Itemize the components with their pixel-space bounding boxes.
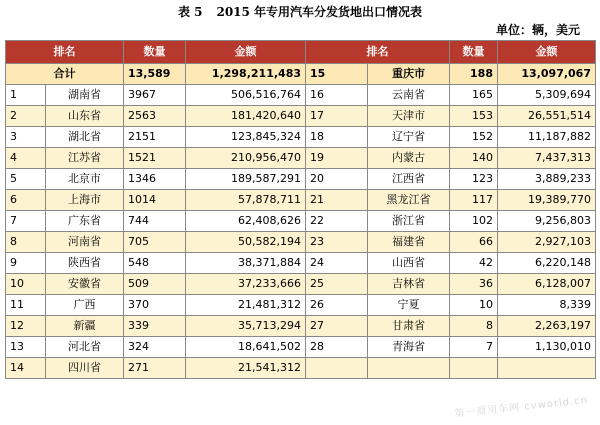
total-label: 合计	[6, 64, 124, 85]
province-name: 内蒙古	[368, 148, 450, 169]
province-name: 山东省	[46, 106, 124, 127]
empty-cell	[498, 358, 596, 379]
rank-cell: 7	[6, 211, 46, 232]
amount-cell: 57,878,711	[186, 190, 306, 211]
province-name: 河南省	[46, 232, 124, 253]
amount-cell: 181,420,640	[186, 106, 306, 127]
rank-cell: 5	[6, 169, 46, 190]
rank-cell: 23	[306, 232, 368, 253]
qty-cell: 10	[450, 295, 498, 316]
empty-cell	[450, 358, 498, 379]
amount-cell: 506,516,764	[186, 85, 306, 106]
province-name: 陕西省	[46, 253, 124, 274]
rank-cell: 3	[6, 127, 46, 148]
table-number: 表 5	[177, 5, 203, 19]
table-row	[6, 127, 596, 148]
qty-cell: 324	[124, 337, 186, 358]
table-row	[6, 253, 596, 274]
rank-cell: 24	[306, 253, 368, 274]
qty-cell: 1521	[124, 148, 186, 169]
rank-cell: 13	[6, 337, 46, 358]
province-name: 吉林省	[368, 274, 450, 295]
qty-cell: 140	[450, 148, 498, 169]
rank-cell: 21	[306, 190, 368, 211]
province-name: 河北省	[46, 337, 124, 358]
table-title	[0, 4, 600, 20]
province-name: 重庆市	[368, 64, 450, 85]
qty-cell: 66	[450, 232, 498, 253]
amount-cell: 35,713,294	[186, 316, 306, 337]
province-name: 天津市	[368, 106, 450, 127]
header-rank-2: 排名	[306, 41, 450, 64]
total-amount: 1,298,211,483	[186, 64, 306, 85]
province-name: 湖北省	[46, 127, 124, 148]
header-qty-2: 数量	[450, 41, 498, 64]
rank-cell: 12	[6, 316, 46, 337]
province-name: 江苏省	[46, 148, 124, 169]
amount-cell: 123,845,324	[186, 127, 306, 148]
table-row	[6, 85, 596, 106]
amount-cell: 11,187,882	[498, 127, 596, 148]
amount-cell: 7,437,313	[498, 148, 596, 169]
total-row	[6, 64, 596, 85]
province-name: 黑龙江省	[368, 190, 450, 211]
header-rank: 排名	[6, 41, 124, 64]
qty-cell: 509	[124, 274, 186, 295]
table-row	[6, 232, 596, 253]
table-row	[6, 106, 596, 127]
qty-cell: 36	[450, 274, 498, 295]
qty-cell: 152	[450, 127, 498, 148]
qty-cell: 705	[124, 232, 186, 253]
province-name: 云南省	[368, 85, 450, 106]
unit-label: 单位：辆，美元	[495, 23, 580, 37]
amount-cell: 38,371,884	[186, 253, 306, 274]
province-name: 甘肃省	[368, 316, 450, 337]
qty-cell: 7	[450, 337, 498, 358]
amount-cell: 210,956,470	[186, 148, 306, 169]
qty-cell: 123	[450, 169, 498, 190]
amount-cell: 1,130,010	[498, 337, 596, 358]
rank-cell: 14	[6, 358, 46, 379]
province-name: 安徽省	[46, 274, 124, 295]
province-name: 北京市	[46, 169, 124, 190]
table-row	[6, 211, 596, 232]
qty-cell: 1014	[124, 190, 186, 211]
rank-cell: 9	[6, 253, 46, 274]
rank-cell: 19	[306, 148, 368, 169]
province-name: 四川省	[46, 358, 124, 379]
table-row-cell: 15	[306, 64, 368, 85]
amount-cell: 9,256,803	[498, 211, 596, 232]
province-name: 新疆	[46, 316, 124, 337]
amount-cell: 19,389,770	[498, 190, 596, 211]
amount-cell: 26,551,514	[498, 106, 596, 127]
amount-cell: 18,641,502	[186, 337, 306, 358]
qty-cell: 339	[124, 316, 186, 337]
rank-cell: 18	[306, 127, 368, 148]
province-name: 宁夏	[368, 295, 450, 316]
amount-cell: 3,889,233	[498, 169, 596, 190]
qty-cell: 8	[450, 316, 498, 337]
qty-cell: 42	[450, 253, 498, 274]
table-title-text: 2015 年专用汽车分发货地出口情况表	[216, 5, 423, 19]
amount-cell: 189,587,291	[186, 169, 306, 190]
amount-cell: 2,263,197	[498, 316, 596, 337]
qty-cell: 102	[450, 211, 498, 232]
province-name: 浙江省	[368, 211, 450, 232]
watermark: 第一商用车网 cvworld.cn	[453, 395, 589, 420]
qty-cell: 2151	[124, 127, 186, 148]
table-row	[6, 358, 596, 379]
amount-cell: 50,582,194	[186, 232, 306, 253]
export-table	[5, 40, 596, 379]
table-row	[6, 337, 596, 358]
qty-cell: 2563	[124, 106, 186, 127]
qty-cell: 744	[124, 211, 186, 232]
empty-cell	[368, 358, 450, 379]
amount-cell: 21,541,312	[186, 358, 306, 379]
province-name: 广西	[46, 295, 124, 316]
qty-cell: 117	[450, 190, 498, 211]
qty-cell: 188	[450, 64, 498, 85]
qty-cell: 370	[124, 295, 186, 316]
rank-cell: 2	[6, 106, 46, 127]
header-amount-2: 金额	[498, 41, 596, 64]
province-name: 辽宁省	[368, 127, 450, 148]
amount-cell: 8,339	[498, 295, 596, 316]
rank-cell: 27	[306, 316, 368, 337]
qty-cell: 165	[450, 85, 498, 106]
qty-cell: 1346	[124, 169, 186, 190]
rank-cell: 10	[6, 274, 46, 295]
rank-cell: 4	[6, 148, 46, 169]
header-amount: 金额	[186, 41, 306, 64]
table-row	[6, 148, 596, 169]
province-name: 湖南省	[46, 85, 124, 106]
qty-cell: 153	[450, 106, 498, 127]
rank-cell: 6	[6, 190, 46, 211]
province-name: 青海省	[368, 337, 450, 358]
table-row	[6, 274, 596, 295]
rank-cell: 22	[306, 211, 368, 232]
amount-cell: 6,220,148	[498, 253, 596, 274]
province-name: 上海市	[46, 190, 124, 211]
province-name: 广东省	[46, 211, 124, 232]
amount-cell: 5,309,694	[498, 85, 596, 106]
amount-cell: 37,233,666	[186, 274, 306, 295]
rank-cell: 26	[306, 295, 368, 316]
header-row	[6, 41, 596, 64]
header-qty: 数量	[124, 41, 186, 64]
rank-cell: 25	[306, 274, 368, 295]
qty-cell: 271	[124, 358, 186, 379]
rank-cell: 20	[306, 169, 368, 190]
rank-cell: 8	[6, 232, 46, 253]
qty-cell: 3967	[124, 85, 186, 106]
table-row	[6, 295, 596, 316]
rank-cell: 1	[6, 85, 46, 106]
total-qty: 13,589	[124, 64, 186, 85]
amount-cell: 13,097,067	[498, 64, 596, 85]
amount-cell: 21,481,312	[186, 295, 306, 316]
qty-cell: 548	[124, 253, 186, 274]
amount-cell: 6,128,007	[498, 274, 596, 295]
rank-cell: 17	[306, 106, 368, 127]
province-name: 福建省	[368, 232, 450, 253]
amount-cell: 2,927,103	[498, 232, 596, 253]
province-name: 山西省	[368, 253, 450, 274]
empty-cell	[306, 358, 368, 379]
amount-cell: 62,408,626	[186, 211, 306, 232]
rank-cell: 28	[306, 337, 368, 358]
rank-cell: 16	[306, 85, 368, 106]
table-row	[6, 169, 596, 190]
province-name: 江西省	[368, 169, 450, 190]
table-row	[6, 316, 596, 337]
table-row	[6, 190, 596, 211]
rank-cell: 11	[6, 295, 46, 316]
